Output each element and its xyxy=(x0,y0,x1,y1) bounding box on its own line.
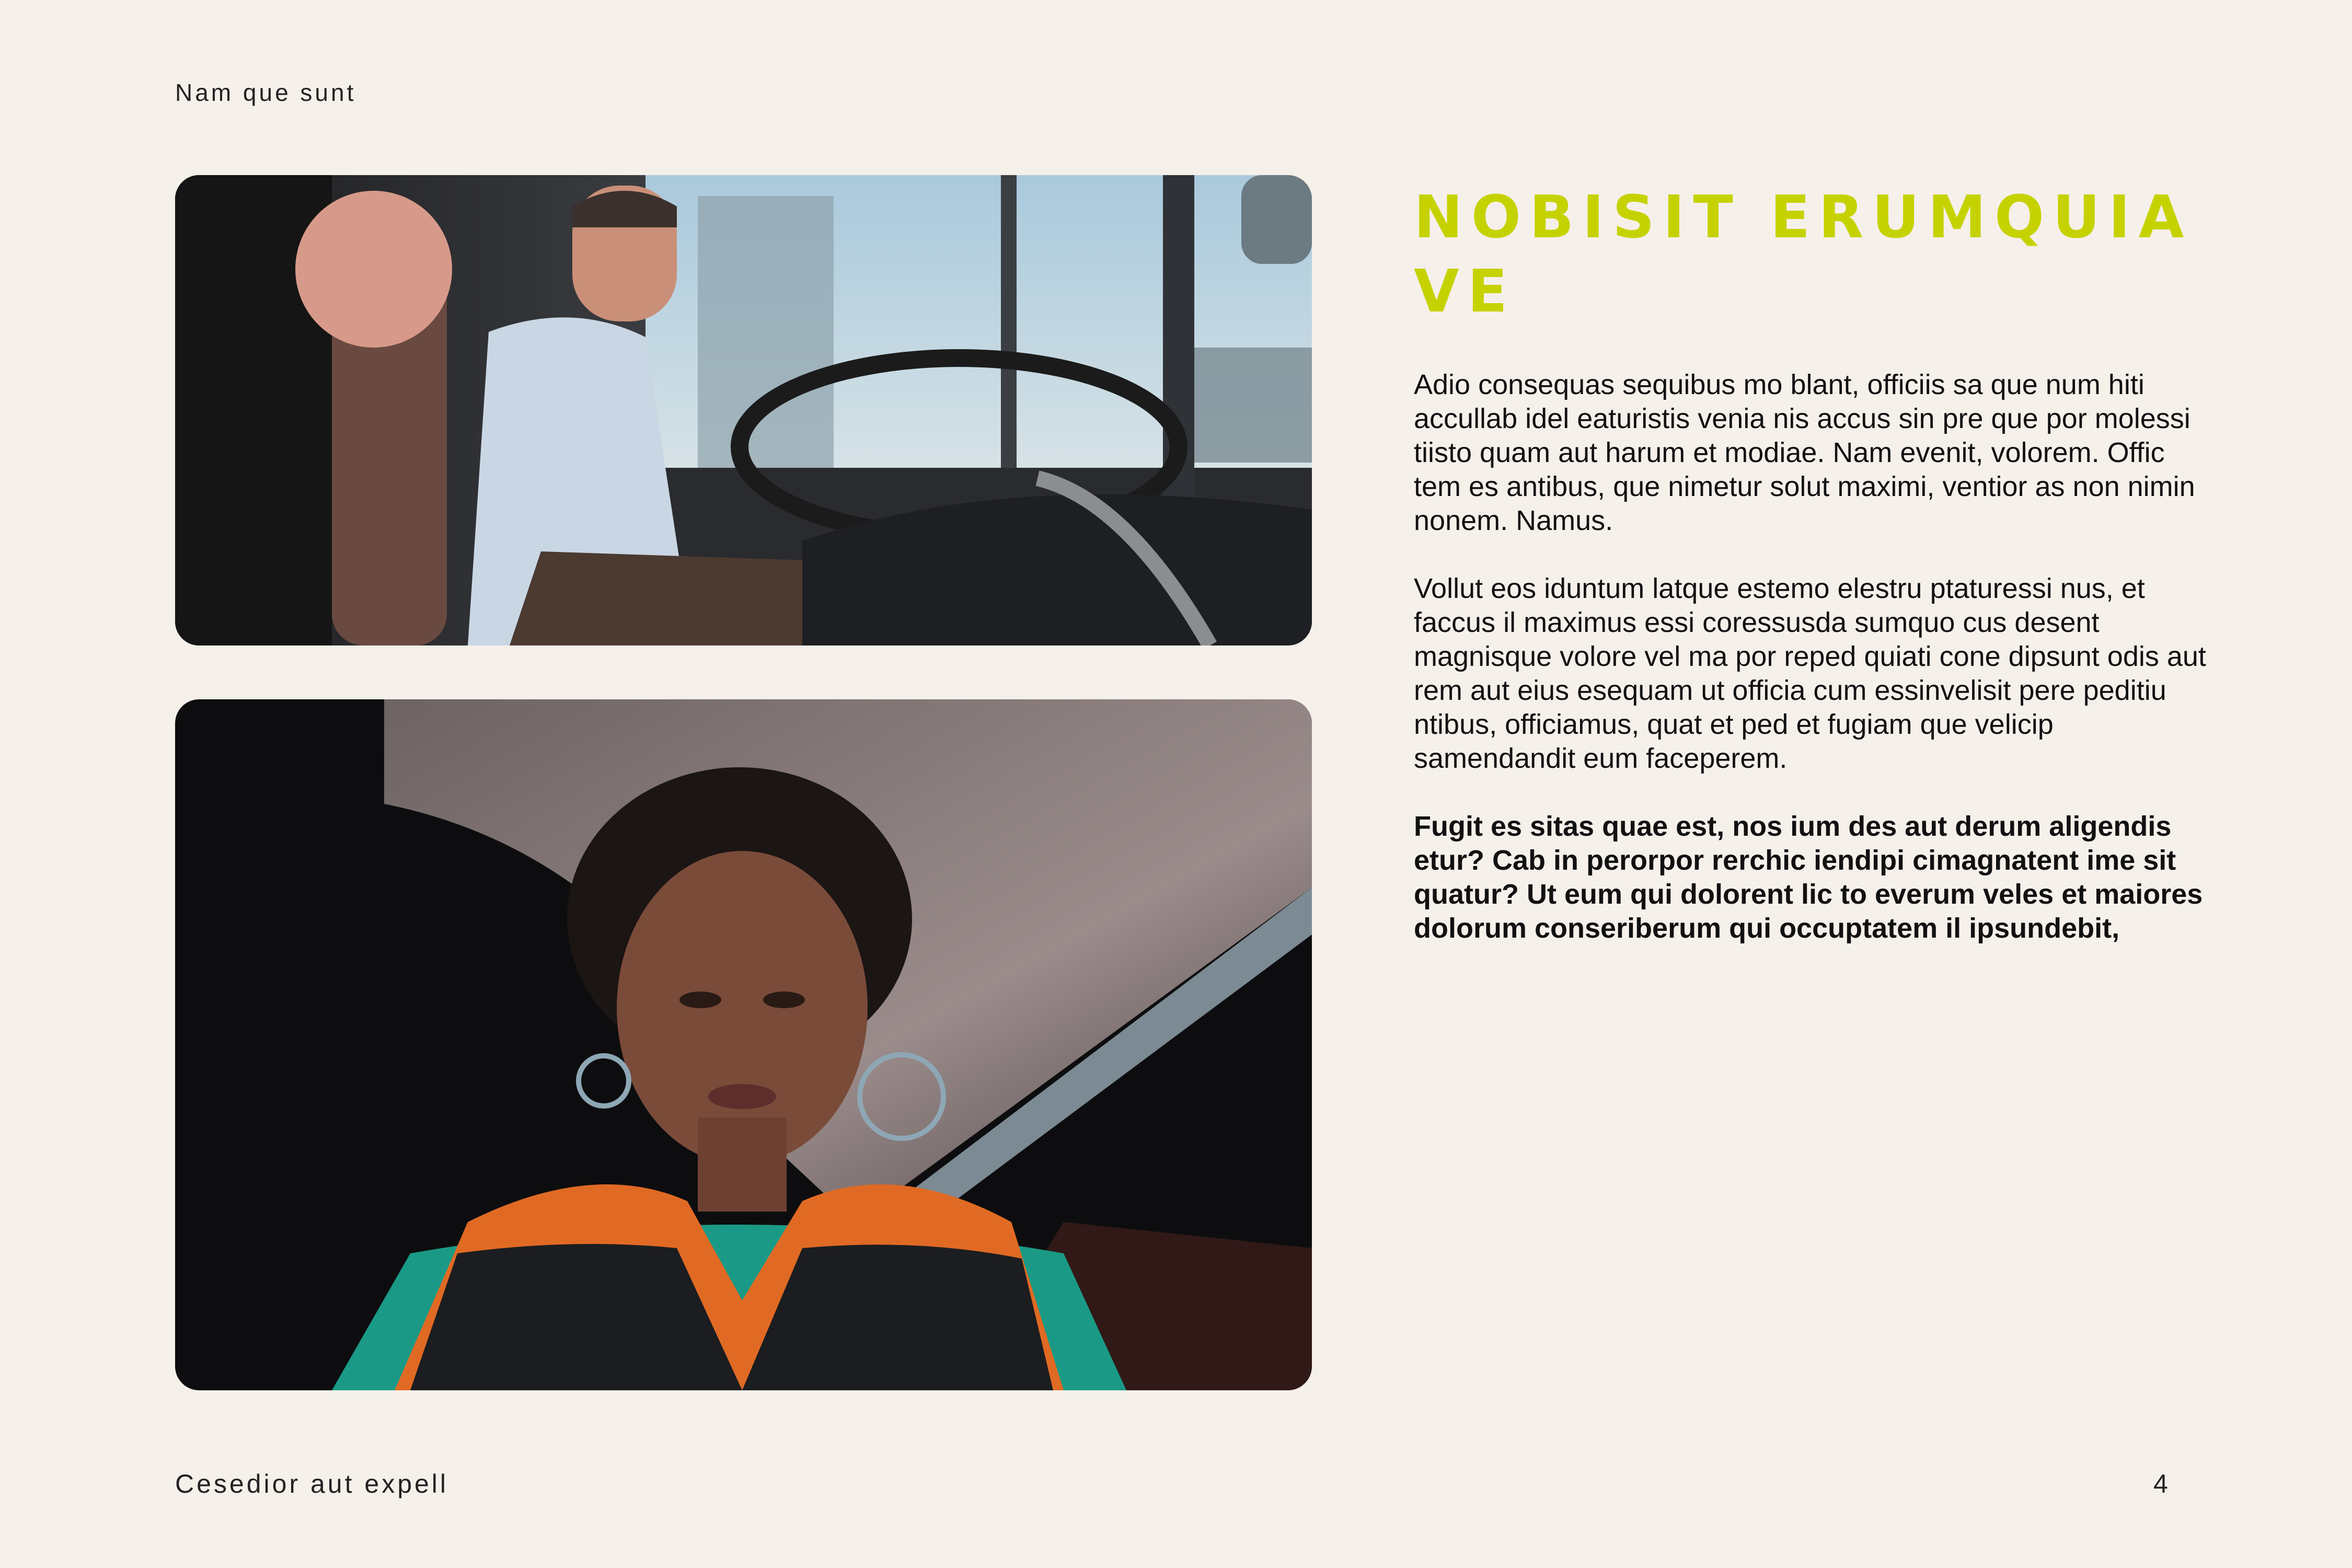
body-paragraph-bold: Fugit es sitas quae est, nos ium des aut derum aligendis etur? Cab in perorpor rerchic iendipi cimagnatent ime sit quatur? Ut eum qui dolorent lic to everum veles et maiores dolorum conseriberum qui occuptatem il ipsundebit, xyxy=(1414,811,2203,944)
body-paragraph-1: Adio consequas sequibus mo blant, officiis sa que num hiti accullab idel eaturistis venia nis accus sin pre que por molessi tiisto quam aut harum et modiae. Nam evenit, volorem. Offic tem es antibus, que nimetur solut maximi, ventior as non nimin nonem. Namus. xyxy=(1414,369,2195,536)
header-section-label: Nam que sunt xyxy=(175,79,356,106)
bus-driver-photo xyxy=(175,175,1312,645)
footer-label: Cesedior aut expell xyxy=(175,1469,449,1498)
content-column xyxy=(1414,180,2208,946)
page-title: NOBISIT ERUMQUIA VE xyxy=(1414,183,2193,326)
body-paragraph-2: Vollut eos iduntum latque estemo elestru ptaturessi nus, et faccus il maximus essi coressusda sumquo cus desent magnisque volore vel ma por reped quiati cone dipsunt odis aut rem aut eius esequam ut officia cum essinvelisit pere peditiu ntibus, officiamus, quat et ped et fugiam que velicip samendandit eum faceperem. xyxy=(1414,573,2206,774)
page-number: 4 xyxy=(2153,1469,2168,1498)
woman-portrait-photo xyxy=(175,699,1312,1390)
